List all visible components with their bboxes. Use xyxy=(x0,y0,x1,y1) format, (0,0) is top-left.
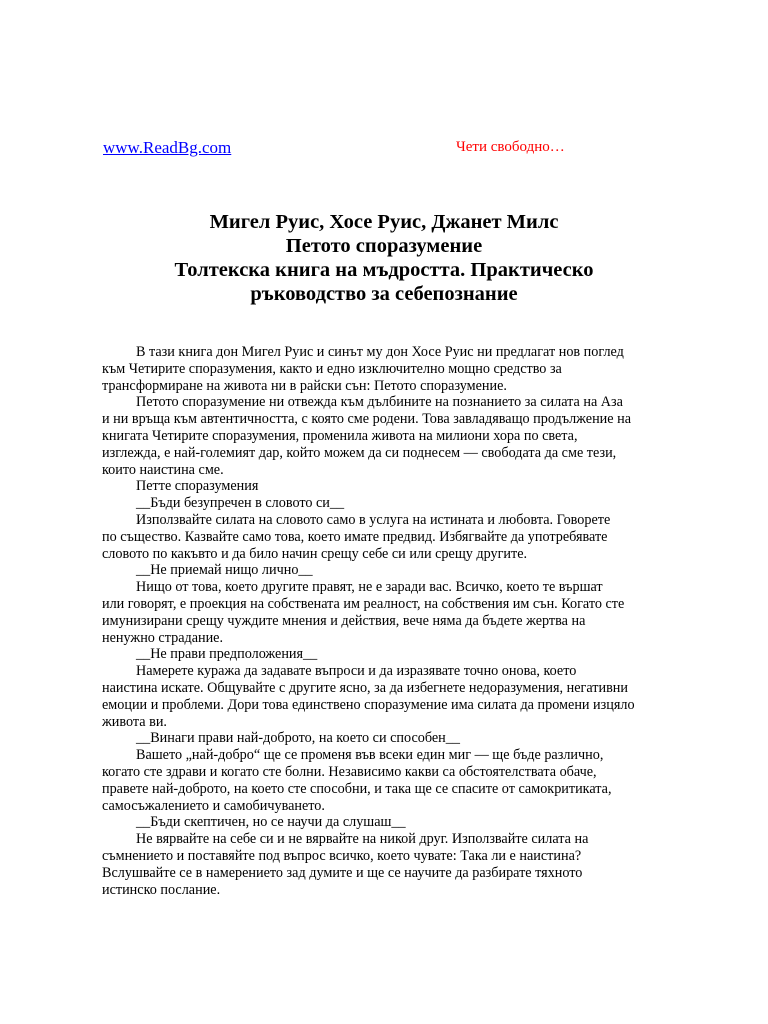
authors: Мигел Руис, Хосе Руис, Джанет Милс xyxy=(209,211,559,233)
text-line: към Четирите споразумения, както и едно изключително мощно средство за xyxy=(102,360,562,377)
text-line: Вслушвайте се в намерението зад думите и ще се научите да разбирате тяхното xyxy=(102,864,583,881)
text-line: Не вярвайте на себе си и не вярвайте на никой друг. Използвайте силата на xyxy=(136,831,589,848)
text-line: имунизирани срещу чуждите мнения и действия, вече няма да бъдете жертва на xyxy=(102,612,586,629)
subtitle-line-1: Толтекска книга на мъдростта. Практическо xyxy=(174,259,594,281)
text-line: по същество. Казвайте само това, което имате предвид. Избягвайте да употребявате xyxy=(102,528,608,545)
text-line: книгата Четирите споразумения, променила живота на милиони хора по света, xyxy=(102,427,578,444)
text-line: съмнението и поставяйте под въпрос всичко, което чувате: Така ли е наистина? xyxy=(102,847,582,864)
text-line: трансформиране на живота ни в райски сън: Петото споразумение. xyxy=(102,377,507,394)
text-line: и ни връща към автентичността, с която сме родени. Това завладяващо продължение на xyxy=(102,411,631,428)
text-line: самосъжалението и самобичуването. xyxy=(102,797,325,814)
text-line: правете най-доброто, на което сте способни, и така ще се спасите от самокритиката, xyxy=(102,780,612,797)
text-line: Нищо от това, което другите правят, не е заради вас. Всичко, което те вършат xyxy=(136,579,603,596)
text-line: наистина искате. Общувайте с другите ясно, за да избегнете недоразумения, негативни xyxy=(102,679,628,696)
text-line: живота ви. xyxy=(102,713,167,730)
text-line: __Винаги прави най-доброто, на което си способен__ xyxy=(136,730,460,747)
text-line: Намерете куража да задавате въпроси и да изразявате точно онова, което xyxy=(136,663,577,680)
text-line: Петото споразумение ни отвежда към дълбините на познанието за силата на Аза xyxy=(136,394,623,411)
text-line: __Бъди скептичен, но се научи да слушаш__ xyxy=(136,814,406,831)
subtitle-line-2: ръководство за себепознание xyxy=(250,283,518,305)
site-link[interactable]: www.ReadBg.com xyxy=(103,138,232,157)
site-tagline: Чети свободно… xyxy=(456,139,565,155)
text-line: когато сте здрави и когато сте болни. Независимо какви са обстоятелствата обаче, xyxy=(102,763,597,780)
text-line: словото по какъвто и да било начин срещу себе си или срещу другите. xyxy=(102,545,528,562)
body-text xyxy=(102,344,682,898)
text-line: емоции и проблеми. Дори това единствено споразумение има силата да промени изцяло xyxy=(102,696,635,713)
text-line: истинско послание. xyxy=(102,881,221,898)
text-line: ненужно страдание. xyxy=(102,629,224,646)
text-line: или говорят, е проекция на собствената им реалност, на собствения им сън. Когато сте xyxy=(102,595,625,612)
text-line: __Бъди безупречен в словото си__ xyxy=(136,495,345,512)
text-line: В тази книга дон Мигел Руис и синът му дон Хосе Руис ни предлагат нов поглед xyxy=(136,344,624,360)
text-line: Петте споразумения xyxy=(136,478,259,495)
text-line: изглежда, е най-големият дар, който можем да си поднесем — свободата да сме тези, xyxy=(102,444,617,461)
title-block xyxy=(120,210,648,306)
text-line: които наистина сме. xyxy=(102,461,224,478)
book-title: Петото споразумение xyxy=(285,235,483,257)
text-line: __Не приемай нищо лично__ xyxy=(136,562,313,579)
text-line: __Не прави предположения__ xyxy=(136,646,318,663)
text-line: Използвайте силата на словото само в услуга на истината и любовта. Говорете xyxy=(136,511,611,528)
text-line: Вашето „най-добро“ ще се променя във всеки един миг — ще бъде различно, xyxy=(136,747,604,764)
